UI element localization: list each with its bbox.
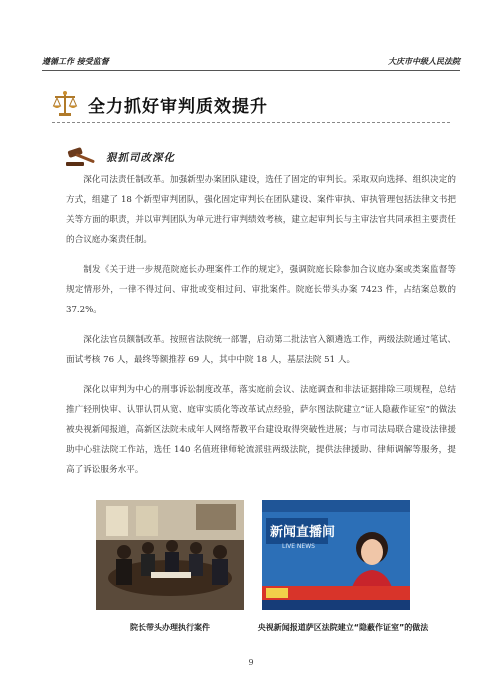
subsection-title-text: 狠抓司改深化 [106, 151, 175, 164]
photo-caption: 院长带头办理执行案件 [130, 623, 210, 632]
paragraph: 深化以审判为中心的刑事诉讼制度改革，落实庭前会议、法庭调查和非法证据排除三项规程，总结推广轻刑快审、认罪认罚从宽、庭审实质化等改革试点经验，萨尔图法院建立“证人隐蔽作证室”的做法被央视新闻报道，高新区法院未成年人网络帮教平台建设取得突破性进展；与市司法局联合建设法律援助中心驻法院工作站，选任 140 名值班律师轮流派驻两级法院，提供法律援助、律师调解等服务，提高了诉讼服务水平。 [66, 385, 456, 475]
photo-caption: 央视新闻报道萨区法院建立“隐蔽作证室”的做法 [257, 623, 429, 632]
meeting-photo [96, 500, 244, 610]
paragraph: 深化司法责任制改革。加强新型办案团队建设，选任了固定的审判长。采取双向选择、组织决定的方式，组建了 18 个新型审判团队，强化固定审判长在团队建设、案件审执、审执管理包括法律文书把关等方面的职责，并以审判团队为单元进行审判绩效考核，建立起审判长与主审法官共同承担主要责任的合议庭办案责任制。 [66, 175, 456, 245]
tv-banner-text: 新闻直播间 [270, 525, 336, 540]
running-header [42, 54, 460, 68]
header-left-text: 遵循工作 接受监督 [42, 55, 109, 66]
header-rule [42, 70, 460, 71]
page-number: 9 [248, 658, 254, 667]
scales-of-justice-icon [52, 90, 78, 118]
header-right-text: 大庆市中级人民法院 [388, 55, 460, 66]
paragraph: 深化法官员额制改革。按照省法院统一部署，启动第二批法官入额遴选工作，两级法院通过笔试、面试考核 76 人，最终等额推荐 69 人，其中中院 18 人，基层法院 51 人。 [66, 335, 456, 365]
section-title [52, 90, 268, 118]
subsection-heading [64, 146, 175, 168]
body-text [66, 170, 456, 490]
tv-sub-text: LIVE NEWS [282, 543, 315, 550]
title-divider [52, 122, 450, 123]
tv-news-photo [262, 500, 410, 610]
gavel-icon [64, 146, 98, 168]
paragraph: 制发《关于进一步规范院庭长办理案件工作的规定》，强调院庭长除参加合议庭办案或类案监督等规定情形外，一律不得过问、审批或变相过问、审批案件。院庭长带头办案 7423 件，占结案总数的 37.2%。 [66, 265, 456, 315]
section-title-text: 全力抓好审判质效提升 [88, 96, 268, 117]
